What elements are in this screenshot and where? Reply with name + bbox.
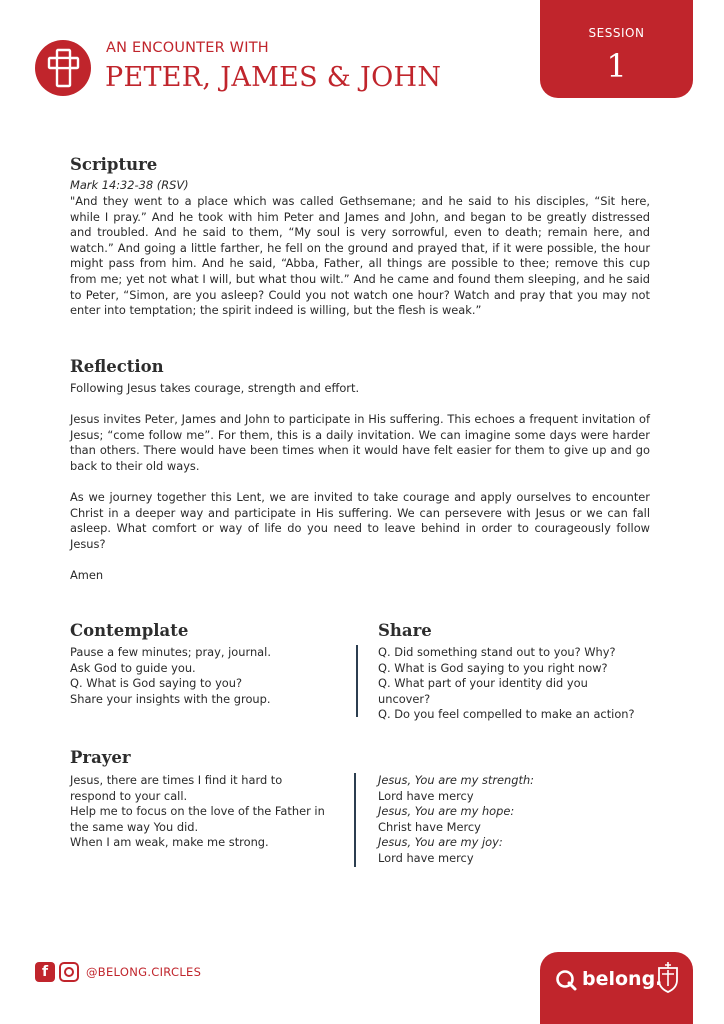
cross-icon bbox=[35, 40, 91, 96]
prayer-divider bbox=[354, 773, 356, 867]
share-line: Q. Do you feel compelled to make an action? bbox=[378, 707, 635, 722]
prayer-line: When I am weak, make me strong. bbox=[70, 835, 269, 850]
share-divider bbox=[356, 645, 358, 717]
session-label: SESSION bbox=[588, 26, 645, 40]
session-badge bbox=[540, 0, 693, 98]
reflection-paragraph-1: Following Jesus takes courage, strength and effort. bbox=[70, 381, 360, 395]
belong-logo-icon bbox=[554, 968, 578, 992]
session-number: 1 bbox=[606, 47, 627, 85]
reflection-heading: Reflection bbox=[70, 357, 164, 376]
share-line: uncover? bbox=[378, 691, 431, 706]
prayer-heading: Prayer bbox=[70, 748, 131, 767]
share-list bbox=[378, 645, 668, 723]
scripture-heading: Scripture bbox=[70, 155, 158, 174]
scripture-text: "And they went to a place which was called Gethsemane; and he said to his disciples, “Sit here, while I pray.” And he took with him Peter and James and John, and began to be greatly distressed and troubled. And he said to them, “My soul is very sorrowful, even to death; remain here, and watch.” And going a little farther, he fell on the ground and prayed that, if it were possible, the hour might pass from him. And he said, “Abba, Father, all things are possible to thee; remove this cup from me; yet not what I will, but what thou wilt.” And he came and found them sleeping, and he said to Peter, “Simon, are you asleep? Could you not watch one hour? Watch and pray that you may not enter into temptation; the spirit indeed is willing, but the flesh is weak.” bbox=[70, 194, 650, 318]
reflection-body bbox=[70, 381, 650, 599]
social-handle[interactable]: @BELONG.CIRCLES bbox=[86, 965, 202, 979]
contemplate-line: Share your insights with the group. bbox=[70, 691, 271, 706]
reflection-paragraph-3: As we journey together this Lent, we are invited to take courage and apply ourselves to encounter Christ in a deeper way and participate in His suffering. We can persevere with Jesus or we can fall asleep. What comfort or way of life do you need to leave behind in order to courageously follow Jesus? bbox=[70, 490, 650, 551]
prayer-response-line: Lord have mercy bbox=[378, 788, 474, 803]
share-heading: Share bbox=[378, 621, 432, 640]
instagram-icon[interactable] bbox=[59, 962, 79, 982]
brand-name: belong. bbox=[582, 968, 663, 990]
prayer-line: Help me to focus on the love of the Father in bbox=[70, 804, 325, 819]
prayer-line: respond to your call. bbox=[70, 788, 188, 803]
facebook-icon[interactable]: f bbox=[35, 962, 55, 982]
contemplate-list bbox=[70, 645, 340, 707]
prayer-response-line: Jesus, You are my joy: bbox=[378, 835, 503, 850]
belong-brand-box bbox=[540, 952, 693, 1024]
share-line: Q. What part of your identity did you bbox=[378, 676, 588, 691]
prayer-right bbox=[378, 773, 668, 867]
contemplate-line: Ask God to guide you. bbox=[70, 660, 196, 675]
share-line: Q. What is God saying to you right now? bbox=[378, 660, 608, 675]
cross-logo bbox=[35, 40, 91, 96]
share-line: Q. Did something stand out to you? Why? bbox=[378, 645, 616, 659]
reflection-amen: Amen bbox=[70, 568, 104, 583]
crest-icon bbox=[656, 962, 680, 994]
header-kicker: AN ENCOUNTER WITH bbox=[106, 40, 269, 56]
reflection-paragraph-2: Jesus invites Peter, James and John to participate in His suffering. This echoes a frequent invitation of Jesus; “come follow me”. For them, this is a daily invitation. We can imagine some days were harder than others. There would have been times when it would have felt easier for them to give up and go back to their old ways. bbox=[70, 412, 650, 473]
prayer-line: Jesus, there are times I find it hard to bbox=[70, 773, 283, 787]
prayer-response-line: Jesus, You are my hope: bbox=[378, 804, 515, 819]
prayer-response-line: Jesus, You are my strength: bbox=[378, 773, 535, 787]
page-title: PETER, JAMES & JOHN bbox=[105, 62, 442, 93]
prayer-response-line: Lord have mercy bbox=[378, 850, 474, 865]
prayer-line: the same way You did. bbox=[70, 819, 199, 834]
scripture-reference: Mark 14:32-38 (RSV) bbox=[70, 178, 189, 192]
contemplate-line: Q. What is God saying to you? bbox=[70, 676, 243, 691]
prayer-response-line: Christ have Mercy bbox=[378, 819, 481, 834]
contemplate-heading: Contemplate bbox=[70, 621, 189, 640]
contemplate-line: Pause a few minutes; pray, journal. bbox=[70, 645, 271, 659]
prayer-left bbox=[70, 773, 345, 851]
